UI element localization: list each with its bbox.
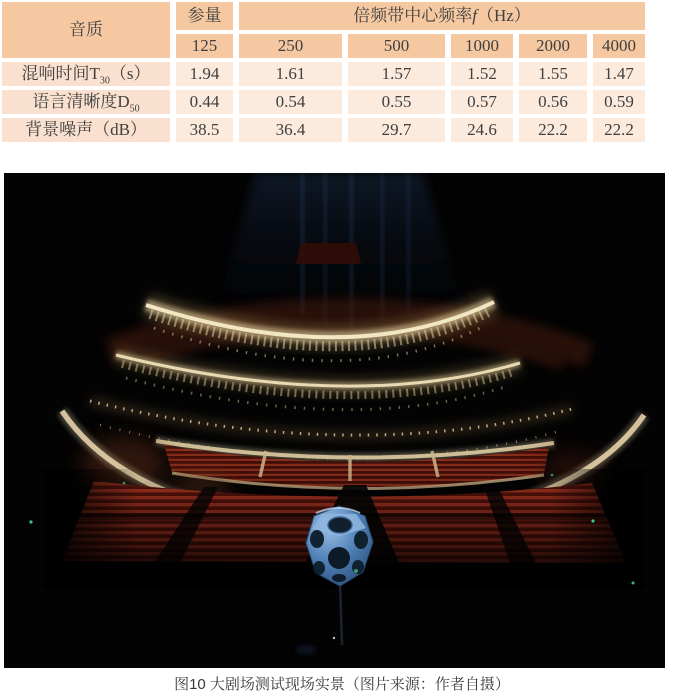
- freq-250: 250: [239, 34, 342, 58]
- freq-4000: 4000: [593, 34, 645, 58]
- freq-500: 500: [348, 34, 445, 58]
- value-cell: 1.52: [451, 62, 513, 86]
- row-label-unit: （s）: [109, 64, 151, 84]
- row-label-text: 语言清晰度D: [32, 92, 130, 112]
- value-cell: 38.5: [176, 118, 233, 142]
- row-label-text: 背景噪声: [25, 120, 94, 140]
- value-cell: 0.57: [451, 90, 513, 114]
- value-cell: 29.7: [348, 118, 445, 142]
- row-label-subscript: 50: [129, 103, 140, 115]
- value-cell: 1.94: [176, 62, 233, 86]
- row-label-background-noise: [2, 118, 170, 142]
- value-cell: 0.44: [176, 90, 233, 114]
- table-corner-header: 音质: [2, 2, 170, 58]
- value-cell: 1.55: [519, 62, 587, 86]
- freq-125: 125: [176, 34, 233, 58]
- acoustic-parameters-table: [0, 0, 651, 146]
- row-label-reverberation-time: [2, 62, 170, 86]
- value-cell: 0.59: [593, 90, 645, 114]
- row-label-subscript: 30: [99, 75, 110, 87]
- theater-photo: [4, 173, 665, 668]
- value-cell: 0.55: [348, 90, 445, 114]
- table-row: [2, 118, 645, 142]
- frequency-band-header-text: 倍频带中心频率: [353, 6, 473, 26]
- table-row: [2, 62, 645, 86]
- row-label-speech-clarity: [2, 90, 170, 114]
- frequency-symbol: f: [472, 6, 477, 26]
- frequency-band-header: [239, 2, 645, 30]
- value-cell: 0.56: [519, 90, 587, 114]
- value-cell: 22.2: [593, 118, 645, 142]
- value-cell: 24.6: [451, 118, 513, 142]
- value-cell: 36.4: [239, 118, 342, 142]
- figure-caption: 图10 大剧场测试现场实景（图片来源：作者自摄）: [174, 676, 510, 693]
- value-cell: 22.2: [519, 118, 587, 142]
- value-cell: 1.47: [593, 62, 645, 86]
- frequency-unit: （Hz）: [476, 6, 531, 26]
- table-row: [2, 90, 645, 114]
- row-label-text: 混响时间T: [21, 64, 100, 84]
- freq-2000: 2000: [519, 34, 587, 58]
- freq-1000: 1000: [451, 34, 513, 58]
- value-cell: 0.54: [239, 90, 342, 114]
- value-cell: 1.57: [348, 62, 445, 86]
- value-cell: 1.61: [239, 62, 342, 86]
- row-label-unit: （dB）: [93, 120, 147, 140]
- param-header: 参量: [176, 2, 233, 30]
